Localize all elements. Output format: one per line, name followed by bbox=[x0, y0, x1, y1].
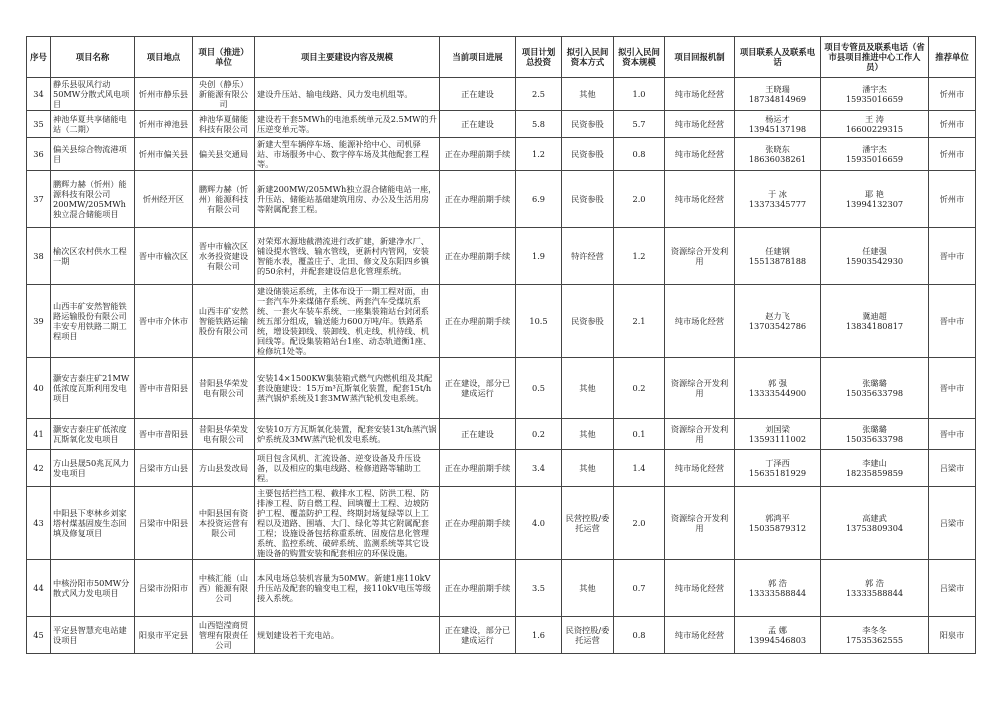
cell-investment: 6.9 bbox=[516, 171, 562, 228]
cell-contact bbox=[735, 78, 821, 111]
cell-contact-person: 任建钢 bbox=[765, 246, 790, 256]
cell-no: 45 bbox=[27, 617, 51, 654]
cell-contact-person: 杨运才 bbox=[765, 114, 790, 124]
cell-manager-person: 郭 浩 bbox=[865, 578, 884, 588]
cell-investment: 1.2 bbox=[516, 138, 562, 171]
cell-return: 资源综合开发利用 bbox=[665, 358, 735, 419]
cell-progress: 正在办理前期手续 bbox=[440, 228, 516, 285]
cell-manager-person: 张璐璐 bbox=[862, 378, 887, 388]
cell-contact-person: 丁泽西 bbox=[765, 458, 790, 468]
cell-contact-person: 孟 娜 bbox=[768, 625, 787, 635]
cell-contact-phone: 15035879312 bbox=[748, 523, 807, 533]
cell-no: 39 bbox=[27, 285, 51, 358]
cell-capital-scale: 1.0 bbox=[614, 78, 665, 111]
cell-contact-person: 刘国梁 bbox=[765, 424, 790, 434]
cell-content: 本风电场总装机容量为50MW。新建1座110kV升压站及配套的输变电工程，接110kV电压等级接入系统。 bbox=[255, 560, 440, 617]
cell-location: 吕梁市方山县 bbox=[135, 450, 193, 487]
cell-contact-phone: 13945137198 bbox=[748, 124, 807, 134]
cell-contact-phone: 18636038261 bbox=[748, 154, 807, 164]
cell-capital-mode: 其他 bbox=[562, 560, 614, 617]
cell-name: 山西丰矿安然智能铁路运输股份有限公司丰安专用铁路二期工程项目 bbox=[51, 285, 135, 358]
cell-no: 44 bbox=[27, 560, 51, 617]
cell-investment: 10.5 bbox=[516, 285, 562, 358]
header-contact: 项目联系人及联系电话 bbox=[735, 37, 821, 78]
cell-contact-person: 王晓瑞 bbox=[765, 84, 790, 94]
cell-contact bbox=[735, 487, 821, 560]
table-row bbox=[27, 111, 976, 138]
header-return: 项目回报机制 bbox=[665, 37, 735, 78]
cell-contact bbox=[735, 111, 821, 138]
cell-unit: 央创（静乐）新能源有限公司 bbox=[193, 78, 255, 111]
cell-contact bbox=[735, 138, 821, 171]
cell-contact-person: 郭 强 bbox=[768, 378, 787, 388]
header-content: 项目主要建设内容及规模 bbox=[255, 37, 440, 78]
header-no: 序号 bbox=[27, 37, 51, 78]
cell-contact-phone: 13593111002 bbox=[748, 434, 807, 444]
cell-investment: 4.0 bbox=[516, 487, 562, 560]
cell-name: 灏安吉泰庄矿21MW低浓度瓦斯利用发电项目 bbox=[51, 358, 135, 419]
cell-return: 纯市场化经营 bbox=[665, 138, 735, 171]
cell-manager-phone: 13753809304 bbox=[845, 523, 904, 533]
cell-name: 鹏辉力赫（忻州）能源科技有限公司200MW/205MWh独立混合储能项目 bbox=[51, 171, 135, 228]
cell-manager-person: 张璐璐 bbox=[862, 424, 887, 434]
cell-recommender: 忻州市 bbox=[929, 78, 976, 111]
cell-manager-person: 高建武 bbox=[862, 513, 887, 523]
header-investment: 项目计划总投资 bbox=[516, 37, 562, 78]
cell-name: 神池华夏共享储能电站（二期） bbox=[51, 111, 135, 138]
table-row bbox=[27, 228, 976, 285]
table-row bbox=[27, 171, 976, 228]
cell-manager-person: 耶 艳 bbox=[865, 189, 884, 199]
cell-capital-scale: 0.2 bbox=[614, 358, 665, 419]
header-capital-scale: 拟引入民间资本规模 bbox=[614, 37, 665, 78]
cell-recommender: 忻州市 bbox=[929, 171, 976, 228]
cell-unit: 晋中市榆次区水务投资建设有限公司 bbox=[193, 228, 255, 285]
cell-return: 资源综合开发利用 bbox=[665, 419, 735, 450]
table-row bbox=[27, 138, 976, 171]
cell-no: 36 bbox=[27, 138, 51, 171]
table-row bbox=[27, 285, 976, 358]
cell-recommender: 吕梁市 bbox=[929, 487, 976, 560]
cell-capital-scale: 2.0 bbox=[614, 487, 665, 560]
cell-contact-phone: 13373345777 bbox=[748, 199, 807, 209]
cell-manager-phone: 15935016659 bbox=[845, 94, 904, 104]
cell-return: 资源综合开发利用 bbox=[665, 228, 735, 285]
cell-manager bbox=[821, 560, 929, 617]
cell-investment: 1.6 bbox=[516, 617, 562, 654]
cell-manager-phone: 13834180817 bbox=[845, 321, 904, 331]
cell-capital-scale: 2.1 bbox=[614, 285, 665, 358]
cell-manager-person: 李建山 bbox=[862, 458, 887, 468]
header-progress: 当前项目进展 bbox=[440, 37, 516, 78]
cell-manager bbox=[821, 358, 929, 419]
cell-recommender: 晋中市 bbox=[929, 419, 976, 450]
cell-manager-person: 潘宇杰 bbox=[862, 84, 887, 94]
cell-content: 主要包括拦挡工程、截排水工程、防洪工程、防排渗工程、防自燃工程、回填覆土工程、边坡防护工程、覆盖防护工程、终期封场复绿等以上工程以及道路、围墙、大门、绿化等其它附属配套工程；设施设备包括称重系统、固废信息化管理系统、监控系统、破碎系统、监测系统等其它设施设备的购置安装和配套相应的环保设施。 bbox=[255, 487, 440, 560]
cell-capital-scale: 0.8 bbox=[614, 138, 665, 171]
cell-manager bbox=[821, 450, 929, 487]
cell-unit: 昔阳县华荣发电有限公司 bbox=[193, 419, 255, 450]
cell-contact bbox=[735, 285, 821, 358]
cell-capital-mode: 民资参股 bbox=[562, 171, 614, 228]
table-row bbox=[27, 617, 976, 654]
cell-manager-person: 潘宇杰 bbox=[862, 144, 887, 154]
table-row bbox=[27, 487, 976, 560]
cell-name: 榆次区农村供水工程一期 bbox=[51, 228, 135, 285]
cell-contact bbox=[735, 228, 821, 285]
cell-capital-scale: 1.4 bbox=[614, 450, 665, 487]
cell-contact-phone: 13703542786 bbox=[748, 321, 807, 331]
header-name: 项目名称 bbox=[51, 37, 135, 78]
cell-name: 偏关县综合物流港项目 bbox=[51, 138, 135, 171]
cell-capital-scale: 5.7 bbox=[614, 111, 665, 138]
cell-manager bbox=[821, 171, 929, 228]
cell-unit: 中核汇能（山西）能源有限公司 bbox=[193, 560, 255, 617]
cell-manager bbox=[821, 419, 929, 450]
cell-manager bbox=[821, 111, 929, 138]
cell-investment: 0.2 bbox=[516, 419, 562, 450]
cell-location: 吕梁市中阳县 bbox=[135, 487, 193, 560]
cell-manager-phone: 17535362555 bbox=[845, 635, 904, 645]
cell-capital-mode: 其他 bbox=[562, 450, 614, 487]
cell-unit: 神池华夏储能科技有限公司 bbox=[193, 111, 255, 138]
cell-content: 对荣郑水源地截潜流进行改扩建，新建净水厂、铺设提水管线、输水管线，更新村内管网，安装智能水表，覆盖庄子、北田、修文及东阳四乡镇的50余村，并配套建设信息化管理系统。 bbox=[255, 228, 440, 285]
cell-content: 安装10万方瓦斯氧化装置，配套安装13t/h蒸汽锅炉系统及3MW蒸汽轮机发电系统。 bbox=[255, 419, 440, 450]
cell-manager bbox=[821, 487, 929, 560]
cell-return: 纯市场化经营 bbox=[665, 171, 735, 228]
table-row bbox=[27, 358, 976, 419]
cell-location: 晋中市昔阳县 bbox=[135, 419, 193, 450]
cell-unit: 山西丰矿安然智能铁路运输股份有限公司 bbox=[193, 285, 255, 358]
cell-manager-person: 王 涛 bbox=[865, 114, 884, 124]
cell-return: 纯市场化经营 bbox=[665, 560, 735, 617]
cell-contact bbox=[735, 560, 821, 617]
cell-manager bbox=[821, 228, 929, 285]
cell-no: 43 bbox=[27, 487, 51, 560]
cell-unit: 方山县发改局 bbox=[193, 450, 255, 487]
cell-manager bbox=[821, 138, 929, 171]
cell-progress: 正在建设 bbox=[440, 419, 516, 450]
cell-return: 纯市场化经营 bbox=[665, 111, 735, 138]
cell-capital-mode: 特许经营 bbox=[562, 228, 614, 285]
cell-manager-phone: 15935016659 bbox=[845, 154, 904, 164]
cell-recommender: 吕梁市 bbox=[929, 560, 976, 617]
cell-manager-phone: 15035633798 bbox=[845, 388, 904, 398]
header-row bbox=[27, 37, 976, 78]
cell-content: 新建200MW/205MWh独立混合储能电站一座，升压站、储能站基础建筑用房、办公及生活用房等附属配套工程。 bbox=[255, 171, 440, 228]
cell-progress: 正在建设 bbox=[440, 111, 516, 138]
cell-return: 纯市场化经营 bbox=[665, 78, 735, 111]
header-recommender: 推荐单位 bbox=[929, 37, 976, 78]
cell-capital-mode: 民资参股 bbox=[562, 285, 614, 358]
cell-location: 吕梁市汾阳市 bbox=[135, 560, 193, 617]
cell-progress: 正在建设，部分已建成运行 bbox=[440, 358, 516, 419]
cell-capital-scale: 0.8 bbox=[614, 617, 665, 654]
cell-return: 纯市场化经营 bbox=[665, 617, 735, 654]
cell-location: 晋中市昔阳县 bbox=[135, 358, 193, 419]
cell-capital-scale: 0.1 bbox=[614, 419, 665, 450]
cell-investment: 3.5 bbox=[516, 560, 562, 617]
cell-no: 34 bbox=[27, 78, 51, 111]
header-manager: 项目专管员及联系电话（省市县项目推进中心工作人员） bbox=[821, 37, 929, 78]
cell-capital-mode: 民资参股 bbox=[562, 111, 614, 138]
cell-contact-person: 于 冰 bbox=[768, 189, 787, 199]
cell-no: 42 bbox=[27, 450, 51, 487]
cell-contact-person: 郭鸿平 bbox=[765, 513, 790, 523]
cell-manager-phone: 13994132307 bbox=[845, 199, 904, 209]
cell-investment: 5.8 bbox=[516, 111, 562, 138]
table-row bbox=[27, 419, 976, 450]
cell-no: 35 bbox=[27, 111, 51, 138]
cell-name: 灏安吉泰庄矿低浓度瓦斯氧化发电项目 bbox=[51, 419, 135, 450]
cell-manager-phone: 18235859859 bbox=[845, 468, 904, 478]
cell-name: 中核汾阳市50MW分散式风力发电项目 bbox=[51, 560, 135, 617]
cell-progress: 正在办理前期手续 bbox=[440, 171, 516, 228]
cell-investment: 1.9 bbox=[516, 228, 562, 285]
cell-progress: 正在办理前期手续 bbox=[440, 450, 516, 487]
cell-unit: 偏关县交通局 bbox=[193, 138, 255, 171]
cell-manager bbox=[821, 285, 929, 358]
cell-recommender: 忻州市 bbox=[929, 111, 976, 138]
cell-progress: 正在办理前期手续 bbox=[440, 285, 516, 358]
cell-capital-mode: 其他 bbox=[562, 419, 614, 450]
cell-contact bbox=[735, 171, 821, 228]
cell-capital-scale: 0.7 bbox=[614, 560, 665, 617]
cell-contact-person: 赵力飞 bbox=[765, 311, 790, 321]
cell-unit: 昔阳县华荣发电有限公司 bbox=[193, 358, 255, 419]
cell-content: 安装14×1500KW集装箱式燃气内燃机组及其配套设施建设：15万m³瓦斯氧化装置，配套15t/h蒸汽锅炉系统及1套3MW蒸汽轮机发电系统。 bbox=[255, 358, 440, 419]
cell-manager bbox=[821, 617, 929, 654]
cell-contact-phone: 13994546803 bbox=[748, 635, 807, 645]
cell-location: 忻州市偏关县 bbox=[135, 138, 193, 171]
cell-location: 忻州经开区 bbox=[135, 171, 193, 228]
cell-capital-mode: 民资控股/委托运营 bbox=[562, 617, 614, 654]
cell-content: 建设若干套5MWh的电池系统单元及2.5MW的升压逆变单元等。 bbox=[255, 111, 440, 138]
cell-contact bbox=[735, 617, 821, 654]
cell-investment: 3.4 bbox=[516, 450, 562, 487]
cell-manager-phone: 16600229315 bbox=[845, 124, 904, 134]
cell-capital-mode: 其他 bbox=[562, 78, 614, 111]
cell-contact bbox=[735, 450, 821, 487]
cell-return: 纯市场化经营 bbox=[665, 285, 735, 358]
cell-contact-phone: 15513878188 bbox=[748, 256, 807, 266]
cell-progress: 正在办理前期手续 bbox=[440, 560, 516, 617]
cell-manager-person: 任建强 bbox=[862, 246, 887, 256]
cell-recommender: 吕梁市 bbox=[929, 450, 976, 487]
cell-return: 纯市场化经营 bbox=[665, 450, 735, 487]
cell-progress: 正在建设，部分已建成运行 bbox=[440, 617, 516, 654]
cell-location: 忻州市静乐县 bbox=[135, 78, 193, 111]
cell-progress: 正在建设 bbox=[440, 78, 516, 111]
cell-capital-scale: 2.0 bbox=[614, 171, 665, 228]
cell-manager bbox=[821, 78, 929, 111]
cell-contact-phone: 18734814969 bbox=[748, 94, 807, 104]
table-row bbox=[27, 560, 976, 617]
cell-contact-phone: 13333588844 bbox=[748, 588, 807, 598]
cell-progress: 正在办理前期手续 bbox=[440, 138, 516, 171]
cell-no: 38 bbox=[27, 228, 51, 285]
cell-recommender: 阳泉市 bbox=[929, 617, 976, 654]
cell-manager-phone: 15035633798 bbox=[845, 434, 904, 444]
cell-contact-phone: 15635181929 bbox=[748, 468, 807, 478]
cell-content: 项目包含风机、汇流设备、逆变设备及升压设备，以及相应的集电线路、检修道路等辅助工程。 bbox=[255, 450, 440, 487]
cell-contact-person: 郭 浩 bbox=[768, 578, 787, 588]
cell-recommender: 晋中市 bbox=[929, 358, 976, 419]
cell-name: 平定县智慧充电站建设项目 bbox=[51, 617, 135, 654]
project-table bbox=[26, 36, 976, 654]
cell-content: 新建大型车辆停车场、能源补给中心、司机驿站、市场服务中心、数字停车场及其他配套工程等。 bbox=[255, 138, 440, 171]
cell-progress: 正在办理前期手续 bbox=[440, 487, 516, 560]
cell-location: 晋中市介休市 bbox=[135, 285, 193, 358]
cell-name: 中阳县下枣林乡刘家塔村煤基固废生态回填及修复项目 bbox=[51, 487, 135, 560]
cell-capital-scale: 1.2 bbox=[614, 228, 665, 285]
cell-no: 41 bbox=[27, 419, 51, 450]
cell-contact-phone: 13333544900 bbox=[748, 388, 807, 398]
cell-no: 40 bbox=[27, 358, 51, 419]
cell-unit: 中阳县国有资本投资运营有限公司 bbox=[193, 487, 255, 560]
cell-contact-person: 张晓东 bbox=[765, 144, 790, 154]
cell-name: 方山县晟50兆瓦风力发电项目 bbox=[51, 450, 135, 487]
cell-investment: 0.5 bbox=[516, 358, 562, 419]
cell-unit: 山西铠滢商贸管理有限责任公司 bbox=[193, 617, 255, 654]
cell-investment: 2.5 bbox=[516, 78, 562, 111]
cell-recommender: 忻州市 bbox=[929, 138, 976, 171]
cell-recommender: 晋中市 bbox=[929, 228, 976, 285]
header-unit: 项目（推进）单位 bbox=[193, 37, 255, 78]
cell-contact bbox=[735, 419, 821, 450]
table-row bbox=[27, 78, 976, 111]
cell-manager-person: 冀迪超 bbox=[862, 311, 887, 321]
cell-capital-mode: 民营控股/委托运营 bbox=[562, 487, 614, 560]
cell-location: 忻州市神池县 bbox=[135, 111, 193, 138]
cell-contact bbox=[735, 358, 821, 419]
cell-unit: 鹏辉力赫（忻州）能源科技有限公司 bbox=[193, 171, 255, 228]
cell-capital-mode: 民资参股 bbox=[562, 138, 614, 171]
cell-return: 资源综合开发利用 bbox=[665, 487, 735, 560]
cell-content: 规划建设若干充电站。 bbox=[255, 617, 440, 654]
header-capital-mode: 拟引入民间资本方式 bbox=[562, 37, 614, 78]
table-row bbox=[27, 450, 976, 487]
cell-capital-mode: 其他 bbox=[562, 358, 614, 419]
cell-content: 建设升压站、输电线路、风力发电机组等。 bbox=[255, 78, 440, 111]
cell-location: 阳泉市平定县 bbox=[135, 617, 193, 654]
header-location: 项目地点 bbox=[135, 37, 193, 78]
cell-no: 37 bbox=[27, 171, 51, 228]
cell-manager-phone: 15903542930 bbox=[845, 256, 904, 266]
cell-manager-person: 李冬冬 bbox=[862, 625, 887, 635]
cell-name: 静乐县驭风行动50MW分散式风电项目 bbox=[51, 78, 135, 111]
cell-manager-phone: 13333588844 bbox=[845, 588, 904, 598]
cell-location: 晋中市榆次区 bbox=[135, 228, 193, 285]
cell-content: 建设储装运系统，主体布设于一期工程对面，由一套汽车外来煤储存系统、两套汽车受煤坑系统、一套火车装车系统、一座集装箱站台封闭系统五部分组成，输送能力600万吨/年。铁路系统，增设装卸线、装卸线、机走线、机待线、机回线等。配设集装箱站台1座、动态轨道衡1座、检修坑1处等。 bbox=[255, 285, 440, 358]
cell-recommender: 晋中市 bbox=[929, 285, 976, 358]
